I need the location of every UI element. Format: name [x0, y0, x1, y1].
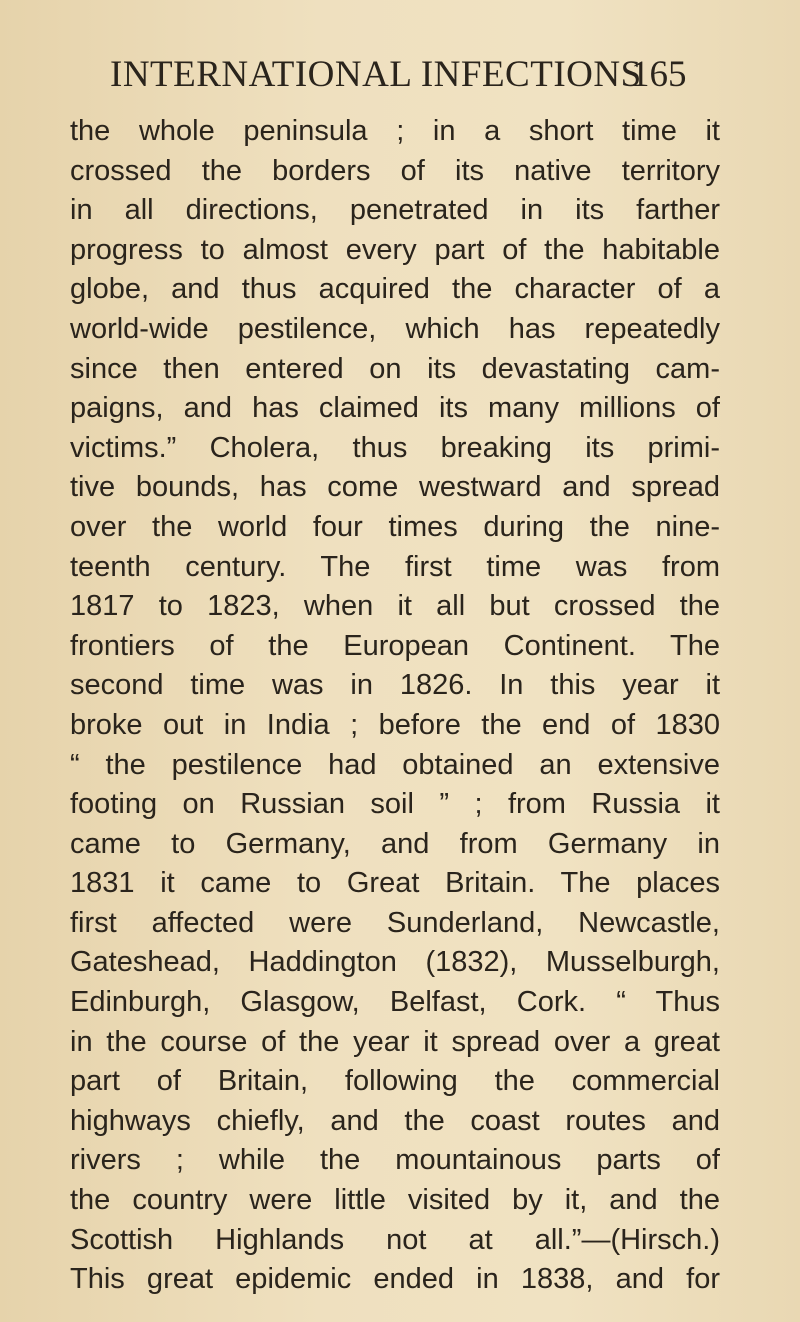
- text-line: world-wide pestilence, which has repeatedly: [70, 312, 720, 345]
- text-line: part of Britain, following the commercial: [70, 1065, 720, 1098]
- text-line: footing on Russian soil ” ; from Russia it: [70, 788, 720, 821]
- text-line: Scottish Highlands not at all.”—(Hirsch.): [70, 1223, 720, 1256]
- text-line: progress to almost every part of the habitable: [70, 233, 720, 266]
- text-line: since then entered on its devastating cam-: [70, 352, 720, 385]
- text-line: tive bounds, has come westward and spread: [70, 471, 720, 504]
- text-line: globe, and thus acquired the character of a: [70, 273, 720, 306]
- text-line: in all directions, penetrated in its farther: [70, 194, 720, 227]
- text-line: “ the pestilence had obtained an extensive: [70, 748, 720, 781]
- page-number: 165: [631, 54, 687, 95]
- text-line: paigns, and has claimed its many millions of: [70, 392, 720, 425]
- text-line: victims.” Cholera, thus breaking its primi-: [70, 431, 720, 464]
- text-line: the country were little visited by it, and the: [70, 1184, 720, 1217]
- text-line: broke out in India ; before the end of 1830: [70, 708, 720, 741]
- text-line: came to Germany, and from Germany in: [70, 827, 720, 860]
- text-line: over the world four times during the nine-: [70, 510, 720, 543]
- text-line: highways chiefly, and the coast routes and: [70, 1104, 720, 1137]
- text-line: crossed the borders of its native territory: [70, 154, 720, 187]
- text-line: teenth century. The first time was from: [70, 550, 720, 583]
- text-line: second time was in 1826. In this year it: [70, 669, 720, 702]
- body-text: [70, 112, 720, 1300]
- running-head: [0, 50, 800, 100]
- text-line: frontiers of the European Continent. The: [70, 629, 720, 662]
- text-line: rivers ; while the mountainous parts of: [70, 1144, 720, 1177]
- text-line: Gateshead, Haddington (1832), Musselburgh,: [70, 946, 720, 979]
- text-line: in the course of the year it spread over a great: [70, 1025, 720, 1058]
- text-line: This great epidemic ended in 1838, and for: [70, 1263, 720, 1296]
- text-line: first affected were Sunderland, Newcastle,: [70, 906, 720, 939]
- text-line: 1817 to 1823, when it all but crossed the: [70, 590, 720, 623]
- text-line: Edinburgh, Glasgow, Belfast, Cork. “ Thus: [70, 986, 720, 1019]
- running-title: INTERNATIONAL INFECTIONS: [110, 54, 642, 95]
- text-line: the whole peninsula ; in a short time it: [70, 115, 720, 147]
- text-line: 1831 it came to Great Britain. The places: [70, 867, 720, 900]
